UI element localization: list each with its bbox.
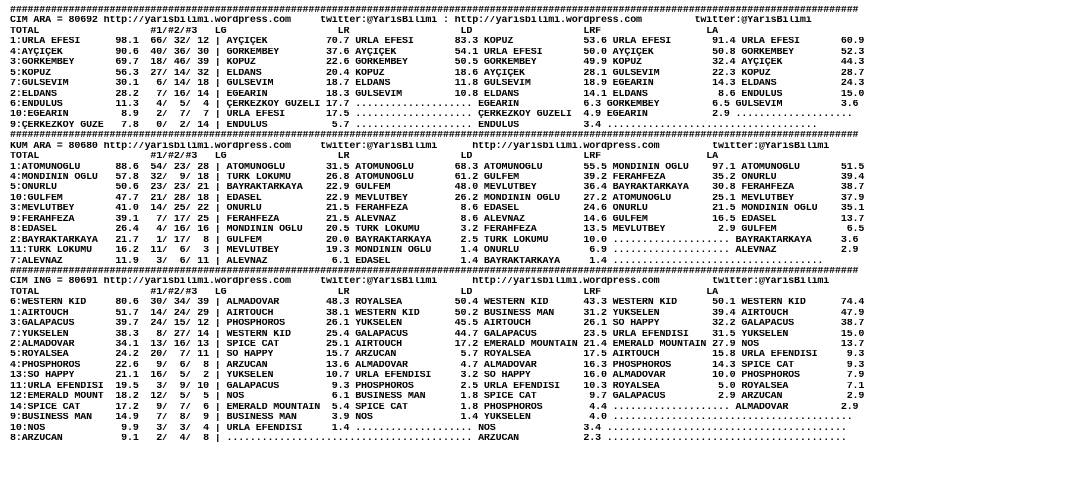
- section-header: CIM ING = 80691 http://yarisbilimi.wordpress.com twitter:@YarisBilimi http://yarisbilimi.wordpress.com twitter:@YarisBilimi: [10, 277, 830, 288]
- table-row: 9:ÇERKEZKÖY GÜZE 7.8 0/ 2/ 14 | ENDÜLÜS 5.7 .................... ENDÜLÜS 3.4 ....................................: [10, 120, 818, 131]
- table-row: 2:ALMADOVAR 34.1 13/ 16/ 13 | SPICE CAT 25.1 AIRTOUCH 17.2 EMERALD MOUNTAIN 21.4 EMERALD MOUNTAIN 27.9 NOS 13.7: [10, 340, 865, 350]
- section-header: KUM ARA = 80680 http://yarisbilimi.wordpress.com twitter:@YarisBilimi http://yarisbilimi.wordpress.com twitter:@YarisBilimi: [10, 141, 830, 152]
- table-row: 3:MEVLÜTBEY 41.0 14/ 25/ 22 | ONURLU 21.5 FERAHFEZA 8.6 EDASEL 24.6 ONURLU 21.5 MONDİNİN OĞLU 35.1: [10, 204, 865, 215]
- column-header: TOTAL #1/#2/#3 LG LR LD LRF LA: [10, 287, 718, 298]
- race-stats-document: [10, 6, 1072, 444]
- column-header: TOTAL #1/#2/#3 LG LR LD LRF LA: [10, 152, 718, 163]
- table-row: 10:GÜLFEM 47.7 21/ 28/ 18 | EDASEL 22.9 MEVLÜTBEY 26.2 MONDİNİN OĞLU 27.2 ATOMUNOĞLU 25.1 MEVLÜTBEY 37.9: [10, 193, 865, 204]
- table-row: 5:ROYALSEA 24.2 20/ 7/ 11 | SO HAPPY 15.7 ARZUCAN 5.7 ROYALSEA 17.5 AIRTOUCH 15.8 URLA EFENDİSİ 9.3: [10, 350, 865, 361]
- table-row: 14:SPICE CAT 17.2 9/ 7/ 6 | EMERALD MOUNTAIN 5.4 SPICE CAT 1.8 PHOSPHOROS 4.4 .................... ALMADOVAR 2.9: [10, 402, 859, 413]
- table-row: 1:ATOMUNOĞLU 88.6 54/ 23/ 28 | ATOMUNOĞLU 31.5 ATOMUNOĞLU 68.3 ATOMUNOĞLU 55.5 MONDİNİN OĞLU 97.1 ATOMUNOĞLU 51.5: [10, 162, 865, 173]
- column-header: TOTAL #1/#2/#3 LG LR LD LRF LA: [10, 26, 718, 37]
- table-row: 4:AYÇİÇEK 90.6 40/ 36/ 30 | GÖRKEMBEY 37.6 AYÇİÇEK 54.1 URLA EFESİ 50.0 AYÇİÇEK 50.8 GÖRKEMBEY 52.3: [10, 47, 865, 58]
- section-separator: #################################################################################################################################################: [10, 131, 859, 142]
- table-row: 7:YÜKSELEN 38.3 8/ 27/ 14 | WESTERN KID 25.4 GALAPACUS 44.7 GALAPACUS 23.5 URLA EFENDİSİ 31.5 YÜKSELEN 15.0: [10, 329, 865, 340]
- table-row: 11:TÜRK LOKUMU 16.2 11/ 6/ 3 | MEVLÜTBEY 19.3 MONDİNİN OĞLU 1.4 ONURLU 6.9 .................... ALEVNAZ 2.9: [10, 246, 859, 257]
- table-row: 9:FERAHFEZA 39.1 7/ 17/ 25 | FERAHFEZA 21.5 ALEVNAZ 8.6 ALEVNAZ 14.6 GÜLFEM 16.5 EDASEL 13.7: [10, 214, 865, 225]
- table-row: 8:ARZUCAN 9.1 2/ 4/ 8 | .......................................... ARZUCAN 2.3 .........................................: [10, 433, 847, 444]
- table-row: 7:GÜLSEVİM 30.1 6/ 14/ 18 | GÜLSEVİM 18.7 ELDANS 11.8 GÜLSEVİM 18.9 EGEARIN 14.3 ELDANS 24.3: [10, 79, 865, 90]
- section-separator: #################################################################################################################################################: [10, 6, 859, 16]
- table-row: 7:ALEVNAZ 11.9 3/ 6/ 11 | ALEVNAZ 6.1 EDASEL 1.4 BAYRAKTARKAYA 1.4 ....................................: [10, 256, 824, 267]
- table-row: 5:ONURLU 50.6 23/ 23/ 21 | BAYRAKTARKAYA 22.9 GÜLFEM 48.0 MEVLÜTBEY 36.4 BAYRAKTARKAYA 30.8 FERAHFEZA 38.7: [10, 183, 865, 194]
- section-header: CIM ARA = 80692 http://yarisbilimi.wordpress.com twitter:@YarisBilimi : http://yarisbilimi.wordpress.com twitter:@YarisBilimi: [10, 16, 812, 27]
- table-row: 2:BAYRAKTARKAYA 21.7 1/ 17/ 8 | GÜLFEM 20.0 BAYRAKTARKAYA 2.5 TÜRK LOKUMU 10.0 .................... BAYRAKTARKAYA 3.6: [10, 235, 859, 246]
- table-row: 8:EDASEL 26.4 4/ 16/ 16 | MONDİNİN OĞLU 20.5 TÜRK LOKUMU 3.2 FERAHFEZA 13.5 MEVLÜTBEY 2.9 GÜLFEM 6.5: [10, 225, 865, 236]
- table-row: 4:MONDİNİN OĞLU 57.8 32/ 9/ 18 | TÜRK LOKUMU 26.8 ATOMUNOĞLU 61.2 GÜLFEM 39.2 FERAHFEZA 35.2 ONURLU 39.4: [10, 173, 865, 183]
- table-row: 2:ELDANS 28.2 7/ 16/ 14 | EGEARIN 18.3 GÜLSEVİM 10.8 ELDANS 14.1 ELDANS 8.6 ENDÜLÜS 15.0: [10, 89, 865, 100]
- table-row: 12:EMERALD MOUNT 18.2 12/ 5/ 5 | NOS 6.1 BUSINESS MAN 1.8 SPICE CAT 9.7 GALAPACUS 2.9 ARZUCAN 2.9: [10, 392, 865, 403]
- table-row: 13:SO HAPPY 21.1 16/ 5/ 2 | YÜKSELEN 10.7 URLA EFENDİSİ 3.2 SO HAPPY 16.0 ALMADOVAR 10.0 PHOSPHOROS 7.9: [10, 371, 865, 382]
- table-row: 5:KOPUZ 56.3 27/ 14/ 32 | ELDANS 20.4 KOPUZ 18.6 AYÇİÇEK 28.1 GÜLSEVİM 22.3 KOPUZ 28.7: [10, 68, 865, 79]
- table-row: 3:GALAPACUS 39.7 24/ 15/ 12 | PHOSPHOROS 26.1 YÜKSELEN 45.5 AIRTOUCH 26.1 SO HAPPY 32.2 GALAPACUS 38.7: [10, 319, 865, 330]
- table-row: 11:URLA EFENDİSİ 19.5 3/ 9/ 10 | GALAPACUS 9.3 PHOSPHOROS 2.5 URLA EFENDİSİ 10.3 ROYALSEA 5.0 ROYALSEA 7.1: [10, 381, 865, 392]
- table-row: 6:ENDÜLÜS 11.3 4/ 5/ 4 | ÇERKEZKÖY GÜZELİ 17.7 .................... EGEARIN 6.3 GÖRKEMBEY 6.5 GÜLSEVİM 3.6: [10, 99, 859, 110]
- table-row: 9:BUSINESS MAN 14.9 7/ 8/ 9 | BUSINESS MAN 3.9 NOS 1.4 YÜKSELEN 4.0 .........................................: [10, 413, 853, 424]
- table-row: 3:GÖRKEMBEY 69.7 18/ 46/ 39 | KOPUZ 22.6 GÖRKEMBEY 50.5 GÖRKEMBEY 49.9 KOPUZ 32.4 AYÇİÇEK 44.3: [10, 58, 865, 69]
- table-row: 10:EGEARIN 8.9 2/ 7/ 7 | URLA EFESİ 17.5 .................... ÇERKEZKÖY GÜZELİ 4.9 EGEARIN 2.9 ....................: [10, 110, 853, 121]
- table-row: 10:NOS 9.9 3/ 3/ 4 | URLA EFENDİSİ 1.4 .................... NOS 3.4 .........................................: [10, 423, 847, 434]
- table-row: 4:PHOSPHOROS 22.6 9/ 6/ 8 | ARZUCAN 13.6 ALMADOVAR 4.7 ALMADOVAR 16.3 PHOSPHOROS 14.3 SPICE CAT 9.3: [10, 360, 865, 371]
- table-row: 1:URLA EFESİ 98.1 66/ 32/ 12 | AYÇİÇEK 70.7 URLA EFESİ 83.3 KOPUZ 53.6 URLA EFESİ 91.4 URLA EFESİ 60.9: [10, 37, 865, 48]
- table-row: 1:AIRTOUCH 51.7 14/ 24/ 29 | AIRTOUCH 38.1 WESTERN KID 50.2 BUSINESS MAN 31.2 YÜKSELEN 39.4 AIRTOUCH 47.9: [10, 308, 865, 319]
- table-row: 6:WESTERN KID 80.6 30/ 34/ 39 | ALMADOVAR 48.3 ROYALSEA 50.4 WESTERN KID 43.3 WESTERN KID 50.1 WESTERN KID 74.4: [10, 298, 865, 309]
- section-separator: #################################################################################################################################################: [10, 266, 859, 277]
